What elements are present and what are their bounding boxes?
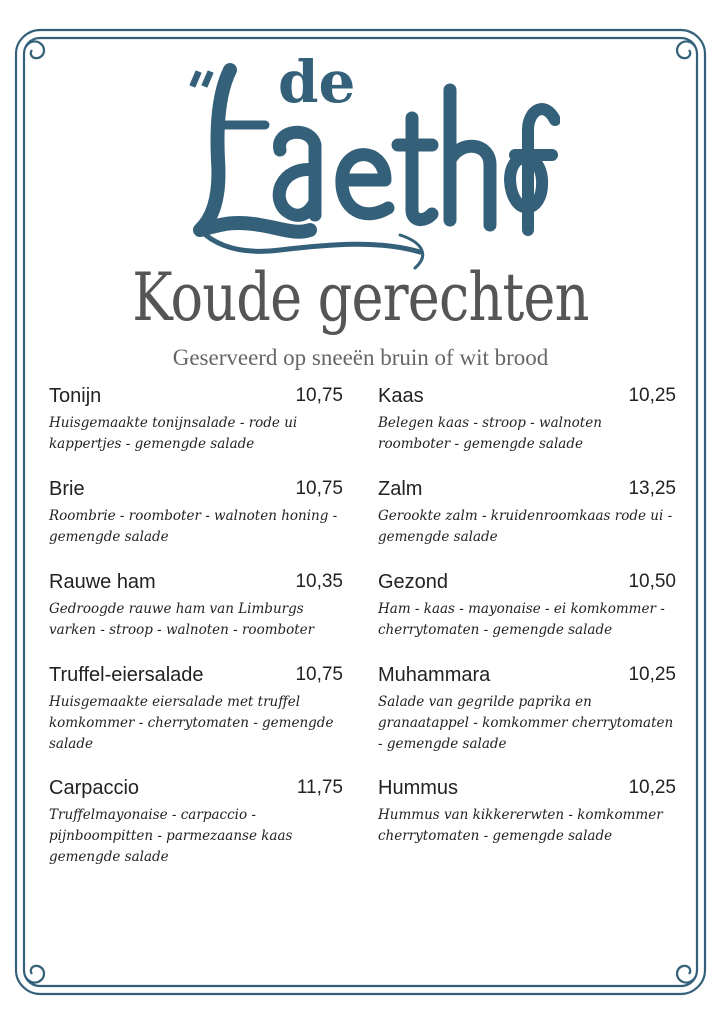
- item-price: 10,25: [628, 385, 676, 406]
- item-name: Truffel-eiersalade: [49, 664, 204, 686]
- item-description: Hummus van kikkererwten - komkommer cherrytomaten - gemengde salade: [378, 807, 663, 844]
- item-description: Gedroogde rauwe ham van Limburgs varken - stroop - walnoten - roomboter: [49, 601, 315, 638]
- item-price: 10,75: [295, 478, 343, 499]
- item-name: Kaas: [378, 385, 424, 407]
- item-name: Gezond: [378, 571, 449, 593]
- item-description: Salade van gegrilde paprika en granaatappel - komkommer cherrytomaten - gemengde salade: [378, 694, 674, 752]
- page-title: Koude gerechten: [132, 259, 589, 336]
- item-price: 11,75: [296, 777, 343, 798]
- item-description: Belegen kaas - stroop - walnoten roomboter - gemengde salade: [378, 415, 602, 452]
- item-name: Muhammara: [378, 664, 491, 686]
- item-description: Huisgemaakte eiersalade met truffel komkommer - cherrytomaten - gemengde salade: [49, 694, 334, 752]
- item-description: Gerookte zalm - kruidenroomkaas rode ui - gemengde salade: [378, 508, 673, 545]
- item-price: 13,25: [628, 478, 676, 499]
- item-price: 10,75: [295, 664, 343, 685]
- item-name: Rauwe ham: [49, 571, 156, 593]
- item-description: Roombrie - roomboter - walnoten honing - gemengde salade: [49, 508, 338, 545]
- item-description: Huisgemaakte tonijnsalade - rode ui kappertjes - gemengde salade: [49, 415, 298, 452]
- svg-text:de: de: [278, 48, 356, 116]
- item-price: 10,25: [628, 664, 676, 685]
- item-name: Carpaccio: [49, 777, 140, 799]
- item-name: Brie: [49, 478, 85, 500]
- page-subtitle: Geserveerd op sneeën bruin of wit brood: [172, 345, 549, 370]
- item-price: 10,50: [628, 571, 676, 592]
- item-description: Ham - kaas - mayonaise - ei komkommer - cherrytomaten - gemengde salade: [378, 601, 665, 638]
- item-price: 10,35: [295, 571, 343, 592]
- item-price: 10,25: [628, 777, 676, 798]
- item-description: Truffelmayonaise - carpaccio - pijnboompitten - parmezaanse kaas gemengde salade: [49, 807, 293, 865]
- item-name: Tonijn: [49, 385, 102, 407]
- item-price: 10,75: [295, 385, 343, 406]
- item-name: Zalm: [378, 478, 423, 500]
- item-name: Hummus: [378, 777, 459, 799]
- laethof-logo: [160, 30, 560, 270]
